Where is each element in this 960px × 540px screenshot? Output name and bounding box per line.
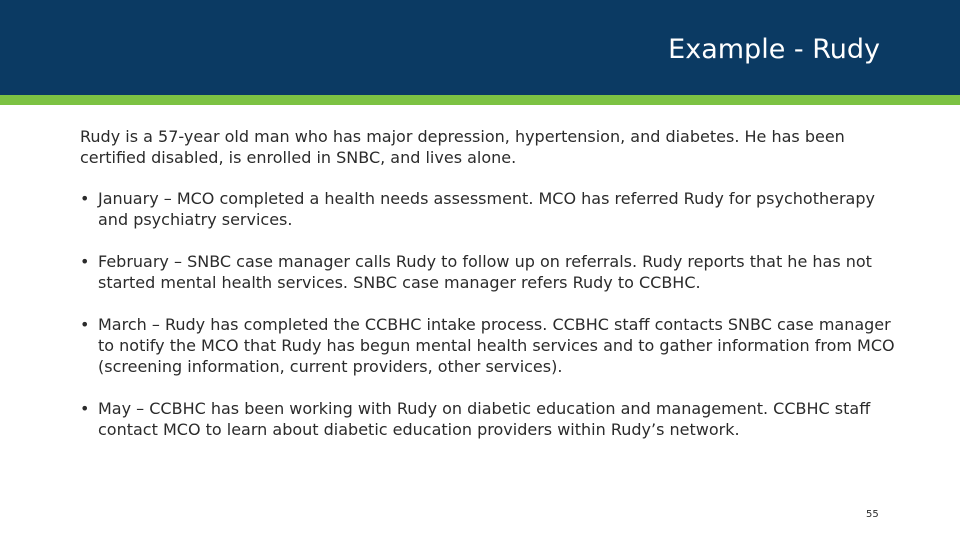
intro-paragraph: Rudy is a 57-year old man who has major depression, hypertension, and diabetes. He has been certified disabled, is enrolled in SNBC, and lives alone. xyxy=(80,127,845,167)
accent-bar xyxy=(0,95,960,105)
bullet-item xyxy=(80,314,910,377)
bullet-list xyxy=(80,188,910,461)
bullet-text: March – Rudy has completed the CCBHC intake process. CCBHC staff contacts SNBC case manager to notify the MCO that Rudy has begun mental health services and to gather information from MCO (screening information, current providers, other services). xyxy=(98,315,895,376)
bullet-dot-icon: • xyxy=(80,252,90,271)
bullet-dot-icon: • xyxy=(80,399,90,418)
page-number: 55 xyxy=(866,509,879,520)
bullet-dot-icon: • xyxy=(80,189,90,208)
bullet-item xyxy=(80,398,910,440)
bullet-item xyxy=(80,188,910,230)
slide-title: Example - Rudy xyxy=(668,34,880,65)
bullet-dot-icon: • xyxy=(80,315,90,334)
header-banner xyxy=(0,0,960,95)
bullet-item xyxy=(80,251,910,293)
bullet-text: May – CCBHC has been working with Rudy on diabetic education and management. CCBHC staff contact MCO to learn about diabetic education providers within Rudy’s network. xyxy=(98,399,871,439)
bullet-text: January – MCO completed a health needs assessment. MCO has referred Rudy for psychotherapy and psychiatry services. xyxy=(98,189,875,229)
bullet-text: February – SNBC case manager calls Rudy to follow up on referrals. Rudy reports that he has not started mental health services. SNBC case manager refers Rudy to CCBHC. xyxy=(98,252,872,292)
